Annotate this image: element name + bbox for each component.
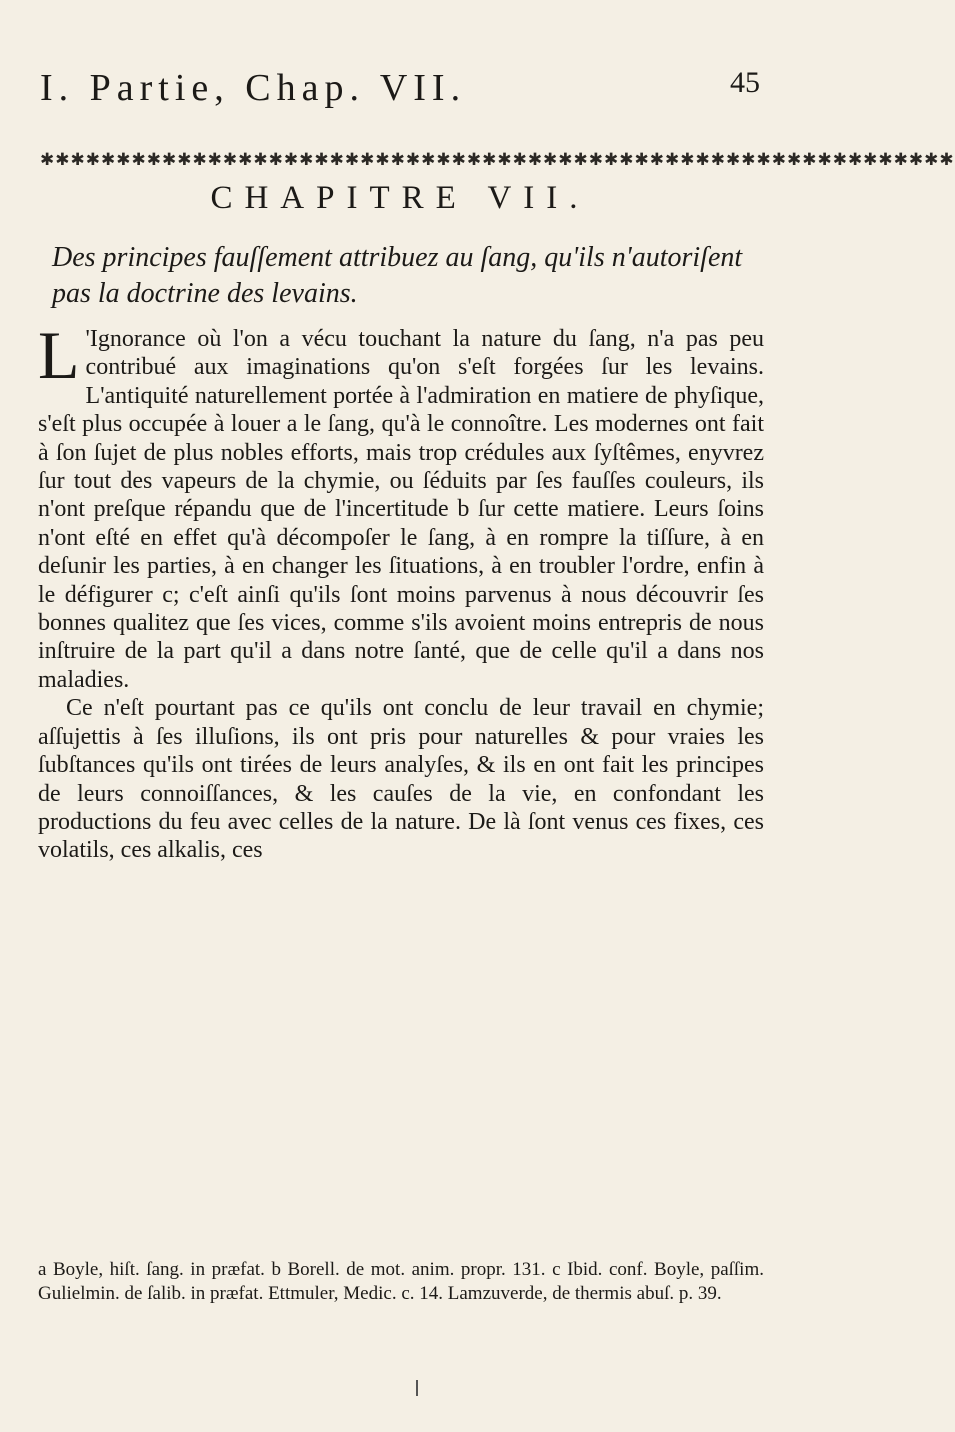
stray-mark [416,1380,418,1396]
footnotes: a Boyle, hiſt. ſang. in præfat. b Borell. de mot. anim. propr. 131. c Ibid. conf. Boyle, paſſim. Gulielmin. de ſalib. in præfat. Ettmuler, Medic. c. 14. Lamzuverde, de thermis abuſ. p. 39. [38,1259,764,1304]
ornamental-rule: ✱✱✱✱✱✱✱✱✱✱✱✱✱✱✱✱✱✱✱✱✱✱✱✱✱✱✱✱✱✱✱✱✱✱✱✱✱✱✱✱✱✱✱✱✱✱✱✱✱✱✱✱✱✱✱✱✱✱✱✱ [40,150,955,170]
body-text [38,317,764,865]
page-number: 45 [730,66,760,99]
paragraph-1-text: 'Ignorance où l'on a vécu touchant la nature du ſang, n'a pas peu contribué aux imaginations qu'on s'eſt forgées ſur les levains. L'antiquité naturellement portée à l'admiration en matiere de phyſique, s'eſt plus occupée à louer a le ſang, qu'à le connoître. Les modernes ont fait à ſon ſujet de plus nobles efforts, mais trop crédules aux ſyſtêmes, enyvrez ſur tout des vapeurs de la chymie, ou ſéduits par ſes fauſſes couleurs, ils n'ont preſque répandu que de l'incertitude b ſur cette matiere. Leurs ſoins n'ont eſté en effet qu'à décompoſer le ſang, à en rompre la tiſſure, à en deſunir les parties, à en changer les ſituations, à en troubler l'ordre, enfin à le défigurer c; c'eſt ainſi qu'ils ſont moins parvenus à nous découvrir ſes bonnes qualitez que ſes vices, comme s'ils avoient moins entrepris de nous inſtruire de la part qu'il a dans notre ſanté, que de celle qu'il a dans nos maladies. [38,326,764,693]
running-head [40,66,760,112]
chapter-subtitle: Des principes fauſſement attribuez au ſang, qu'ils n'autoriſent pas la doctrine des levains. [52,242,743,309]
paragraph-1 [38,317,764,694]
drop-cap: L [38,317,80,393]
running-head-title: I. Partie, Chap. VII. [40,67,467,109]
chapter-title: CHAPITRE VII. [210,180,590,216]
paragraph-2: Ce n'eſt pourtant pas ce qu'ils ont conclu de leur travail en chymie; aſſujettis à ſes illuſions, ils ont pris pour naturelles & pour vraies les ſubſtances qu'ils ont tirées de leurs analyſes, & ils en ont fait les principes de leurs connoiſſances, & les cauſes de la vie, en confondant les productions du feu avec celles de la nature. De là ſont venus ces fixes, ces volatils, ces alkalis, ces [38,695,764,864]
